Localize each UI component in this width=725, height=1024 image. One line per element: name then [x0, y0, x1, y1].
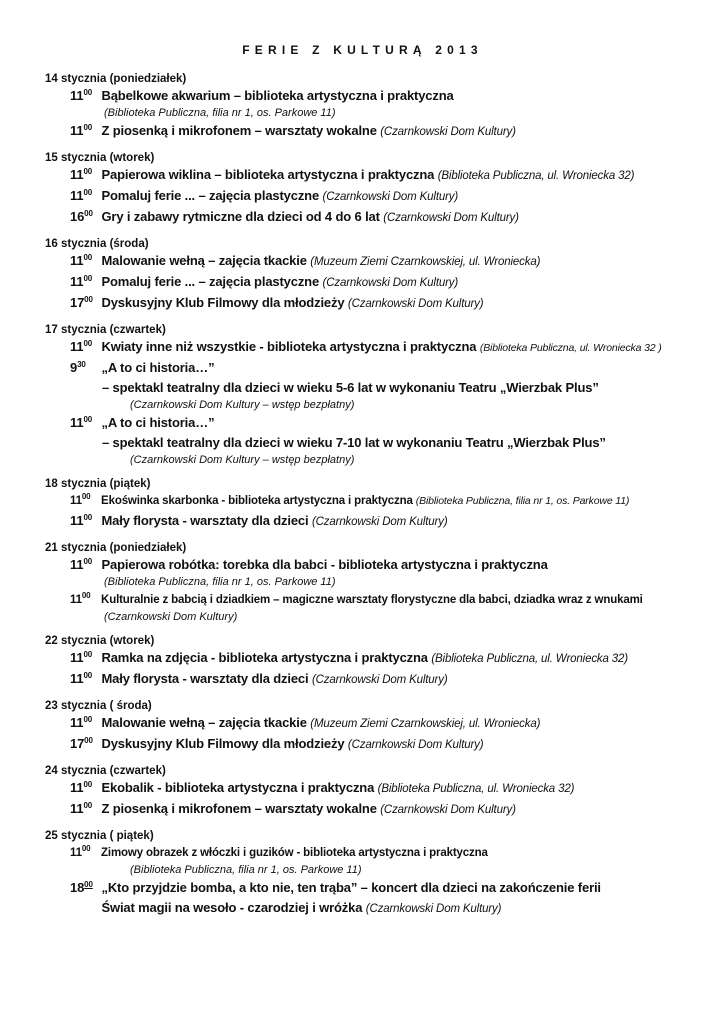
event-location: (Biblioteka Publiczna, ul. Wroniecka 32): [437, 170, 635, 182]
event-time: $11^{00}$: [70, 253, 93, 268]
event-time: $16^{00}$: [70, 209, 93, 224]
day-section: [0, 634, 725, 690]
event-row: [70, 778, 725, 799]
event-location: (Czarnkowski Dom Kultury): [347, 298, 484, 310]
event-row: [70, 186, 725, 207]
event-time-minutes: 00: [83, 557, 93, 566]
day-heading: 15 stycznia (wtorek): [45, 152, 155, 164]
event-time: $11^{00}$: [70, 123, 93, 138]
event-title: „Kto przyjdzie bomba, a kto nie, ten trąba” – koncert dla dzieci na zakończenie ferii: [101, 880, 601, 895]
event-location: (Czarnkowski Dom Kultury): [311, 516, 448, 528]
event-row: [70, 491, 725, 511]
event-location: (Czarnkowski Dom Kultury): [383, 212, 519, 224]
day-heading: 16 stycznia (środa): [45, 238, 149, 250]
event-time-minutes: 00: [83, 188, 93, 197]
event-time: $17^{00}$: [70, 295, 93, 310]
event-time: $11^{00}$: [70, 274, 93, 289]
event-row: [70, 799, 725, 820]
event-row: [70, 413, 725, 433]
event-location-note: (Biblioteka Publiczna, filia nr 1, os. Parkowe 11): [130, 864, 362, 876]
event-time-minutes: 00: [84, 736, 93, 745]
event-time-minutes: 00: [83, 274, 93, 283]
event-time-minutes: 00: [83, 88, 93, 97]
day-section: [0, 764, 725, 820]
event-time: $17^{00}$: [70, 736, 93, 751]
event-location-note: (Czarnkowski Dom Kultury – wstęp bezpłatny): [130, 399, 355, 411]
event-title: „A to ci historia…”: [101, 360, 215, 375]
event-time-minutes: 00: [84, 295, 93, 304]
event-time-minutes: 00: [83, 801, 93, 810]
event-time: $11^{00}$: [70, 339, 93, 354]
event-row: [70, 272, 725, 293]
event-time: $11^{00}$: [70, 715, 93, 730]
event-row: [70, 669, 725, 690]
event-time: $11^{00}$: [70, 513, 93, 528]
event-location: (Biblioteka Publiczna, ul. Wroniecka 32): [377, 783, 575, 795]
event-time-minutes: 00: [81, 844, 91, 853]
event-time: $11^{00}$: [70, 492, 91, 507]
event-time-minutes: 00: [84, 880, 93, 889]
event-title: – spektakl teatralny dla dzieci w wieku 7-10 lat w wykonaniu Teatru „Wierzbak Plus”: [102, 435, 606, 450]
event-time: $11^{00}$: [70, 780, 93, 795]
event-time-minutes: 00: [83, 650, 93, 659]
event-location: (Muzeum Ziemi Czarnkowskiej, ul. Wroniecka): [310, 256, 541, 268]
event-location: (Czarnkowski Dom Kultury): [347, 739, 484, 751]
event-title: Mały florysta - warsztaty dla dzieci: [101, 513, 309, 528]
event-title: Dyskusyjny Klub Filmowy dla młodzieży: [101, 295, 345, 310]
day-heading: 21 stycznia (poniedziałek): [45, 542, 187, 554]
event-row: [70, 358, 725, 378]
event-row: [70, 165, 725, 186]
event-time: $9^{30}$: [70, 360, 86, 375]
day-section: [0, 699, 725, 755]
event-time-minutes: 00: [83, 415, 93, 424]
event-time-minutes: 00: [83, 780, 93, 789]
event-location-note: (Czarnkowski Dom Kultury): [104, 611, 238, 623]
day-section: [0, 477, 725, 532]
event-time-minutes: 00: [83, 167, 93, 176]
event-time: $11^{00}$: [70, 415, 93, 430]
event-title: Z piosenką i mikrofonem – warsztaty wokalne: [101, 801, 377, 816]
event-time: $11^{00}$: [70, 844, 91, 859]
event-title: Gry i zabawy rytmiczne dla dzieci od 4 do 6 lat: [101, 209, 380, 224]
event-time: $11^{00}$: [70, 88, 93, 103]
page-title: FERIE Z KULTURĄ 2013: [242, 43, 483, 57]
day-heading: 25 stycznia ( piątek): [45, 830, 154, 842]
event-time: $11^{00}$: [70, 671, 93, 686]
event-row: [70, 86, 725, 106]
event-row: [70, 648, 725, 669]
event-row: [70, 337, 725, 358]
event-row: [70, 713, 725, 734]
event-row: [70, 878, 725, 898]
event-location: (Czarnkowski Dom Kultury): [380, 126, 516, 138]
event-time-minutes: 00: [83, 339, 93, 348]
event-location: (Czarnkowski Dom Kultury): [322, 191, 459, 203]
event-location: (Biblioteka Publiczna, ul. Wroniecka 32 ): [479, 342, 662, 354]
event-location-note: (Czarnkowski Dom Kultury – wstęp bezpłatny): [130, 454, 355, 466]
event-title: Ramka na zdjęcia - biblioteka artystyczna i praktyczna: [101, 650, 428, 665]
day-section: [0, 72, 725, 142]
event-time: $11^{00}$: [70, 591, 91, 606]
event-time-minutes: 00: [83, 123, 93, 132]
day-heading: 18 stycznia (piątek): [45, 478, 151, 490]
event-row: [70, 293, 725, 314]
event-row: [70, 555, 725, 575]
event-location: (Biblioteka Publiczna, ul. Wroniecka 32): [431, 653, 628, 665]
event-time-minutes: 00: [83, 715, 93, 724]
event-row: [70, 898, 725, 919]
event-title: Zimowy obrazek z włóczki i guzików - biblioteka artystyczna i praktyczna: [101, 847, 488, 859]
event-title: Ekoświnka skarbonka - biblioteka artystyczna i praktyczna: [101, 495, 413, 507]
event-title: Mały florysta - warsztaty dla dzieci: [101, 671, 309, 686]
event-time: $18^{00}$: [70, 880, 93, 895]
day-section: [0, 323, 725, 468]
event-row: [102, 433, 725, 453]
event-title: Bąbelkowe akwarium – biblioteka artystyczna i praktyczna: [101, 88, 454, 103]
event-time-minutes: 00: [81, 591, 91, 600]
event-title: Z piosenką i mikrofonem – warsztaty wokalne: [101, 123, 377, 138]
event-title: „A to ci historia…”: [101, 415, 215, 430]
day-section: [0, 541, 725, 625]
event-location: (Czarnkowski Dom Kultury): [380, 804, 516, 816]
event-title: Kulturalnie z babcią i dziadkiem – magiczne warsztaty florystyczne dla babci, dziadka wraz z wnukami: [101, 594, 643, 606]
event-time: $11^{00}$: [70, 801, 93, 816]
event-location-note: (Biblioteka Publiczna, filia nr 1, os. Parkowe 11): [104, 576, 336, 588]
event-row: [70, 207, 725, 228]
day-section: [0, 237, 725, 314]
event-row: [70, 121, 725, 142]
event-location: (Czarnkowski Dom Kultury): [322, 277, 459, 289]
event-title: Dyskusyjny Klub Filmowy dla młodzieży: [101, 736, 345, 751]
event-title: Pomaluj ferie ... – zajęcia plastyczne: [101, 188, 320, 203]
event-title: Malowanie wełną – zajęcia tkackie: [101, 253, 307, 268]
day-heading: 23 stycznia ( środa): [45, 700, 152, 712]
event-title: Papierowa wiklina – biblioteka artystyczna i praktyczna: [101, 167, 435, 182]
event-time-minutes: 00: [84, 209, 93, 218]
event-row: [70, 511, 725, 532]
event-time-minutes: 00: [83, 671, 93, 680]
event-title: Ekobalik - biblioteka artystyczna i praktyczna: [101, 780, 375, 795]
day-heading: 24 stycznia (czwartek): [45, 765, 166, 777]
day-section: [0, 151, 725, 228]
event-location: (Czarnkowski Dom Kultury): [365, 903, 502, 915]
event-title: Świat magii na wesoło - czarodziej i wróżka: [101, 900, 363, 915]
event-row: [102, 378, 725, 398]
schedule-list: [0, 72, 725, 919]
event-title: Papierowa robótka: torebka dla babci - biblioteka artystyczna i praktyczna: [101, 557, 548, 572]
day-heading: 22 stycznia (wtorek): [45, 635, 155, 647]
event-location: (Biblioteka Publiczna, filia nr 1, os. Parkowe 11): [415, 495, 630, 507]
event-title: – spektakl teatralny dla dzieci w wieku 5-6 lat w wykonaniu Teatru „Wierzbak Plus”: [102, 380, 599, 395]
event-time: $11^{00}$: [70, 650, 93, 665]
event-time-minutes: 00: [81, 492, 91, 501]
event-time: $11^{00}$: [70, 167, 93, 182]
day-heading: 17 stycznia (czwartek): [45, 324, 166, 336]
event-time: $11^{00}$: [70, 557, 93, 572]
event-row: [70, 251, 725, 272]
event-row: [70, 590, 725, 610]
event-location-note: (Biblioteka Publiczna, filia nr 1, os. Parkowe 11): [104, 107, 336, 119]
day-heading: 14 stycznia (poniedziałek): [45, 73, 187, 85]
event-time-minutes: 00: [83, 513, 93, 522]
event-title: Kwiaty inne niż wszystkie - biblioteka artystyczna i praktyczna: [101, 339, 477, 354]
day-section: [0, 829, 725, 919]
event-row: [70, 843, 725, 863]
event-row: [70, 734, 725, 755]
event-title: Malowanie wełną – zajęcia tkackie: [101, 715, 307, 730]
event-time: $11^{00}$: [70, 188, 93, 203]
event-time-minutes: 30: [77, 360, 86, 369]
event-location: (Czarnkowski Dom Kultury): [311, 674, 448, 686]
event-location: (Muzeum Ziemi Czarnkowskiej, ul. Wroniecka): [310, 718, 541, 730]
event-title: Pomaluj ferie ... – zajęcia plastyczne: [101, 274, 320, 289]
event-time-minutes: 00: [83, 253, 93, 262]
